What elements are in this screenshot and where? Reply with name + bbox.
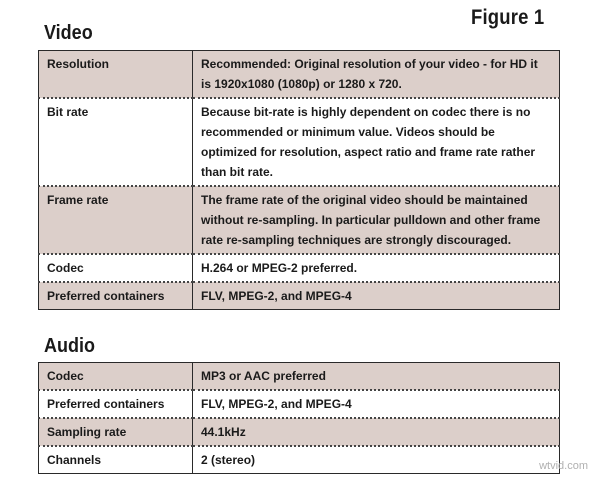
row-value: [193, 51, 560, 99]
table-row: [39, 446, 560, 474]
row-value-text: The frame rate of the original video should be maintained without re-sampling. In particular pulldown and other frame rate re-sampling techniques are strongly discouraged.: [201, 193, 541, 247]
row-value: [193, 254, 560, 282]
row-label: Codec: [39, 363, 193, 391]
row-value-text: 2 (stereo): [201, 453, 256, 467]
row-value: [193, 98, 560, 186]
row-value-text: FLV, MPEG-2, and MPEG-4: [201, 289, 352, 303]
row-label: Preferred containers: [39, 390, 193, 418]
row-value-text: 44.1kHz: [201, 425, 246, 439]
row-value: [193, 446, 560, 474]
row-value: [193, 418, 560, 446]
row-label: Resolution: [39, 51, 193, 99]
table-row: [39, 254, 560, 282]
audio-spec-table: [38, 362, 560, 474]
row-value: [193, 186, 560, 254]
row-value: [193, 282, 560, 310]
row-value-text: FLV, MPEG-2, and MPEG-4: [201, 397, 352, 411]
row-label: Sampling rate: [39, 418, 193, 446]
row-label: Codec: [39, 254, 193, 282]
row-label: Frame rate: [39, 186, 193, 254]
table-row: [39, 51, 560, 99]
watermark: wtvid.com: [539, 460, 588, 472]
table-row: [39, 186, 560, 254]
row-label: Preferred containers: [39, 282, 193, 310]
row-value: [193, 390, 560, 418]
table-row: [39, 282, 560, 310]
video-spec-table: [38, 50, 560, 310]
row-value-text: H.264 or MPEG-2 preferred.: [201, 261, 358, 275]
video-heading: Video: [44, 22, 93, 44]
row-label: Channels: [39, 446, 193, 474]
table-row: [39, 98, 560, 186]
table-row: [39, 418, 560, 446]
figure-label: Figure 1: [471, 6, 545, 29]
row-value-text: MP3 or AAC preferred: [201, 369, 326, 383]
row-value-text: Recommended: Original resolution of your video - for HD it is 1920x1080 (1080p) or 1280 x 720.: [201, 57, 538, 91]
row-value-text: Because bit-rate is highly dependent on codec there is no recommended or minimum value. Videos should be optimized for resolution, aspect ratio and frame rate rather than bit rate.: [201, 105, 536, 179]
table-row: [39, 390, 560, 418]
table-row: [39, 363, 560, 391]
audio-heading: Audio: [44, 335, 95, 357]
row-value: [193, 363, 560, 391]
row-label: Bit rate: [39, 98, 193, 186]
